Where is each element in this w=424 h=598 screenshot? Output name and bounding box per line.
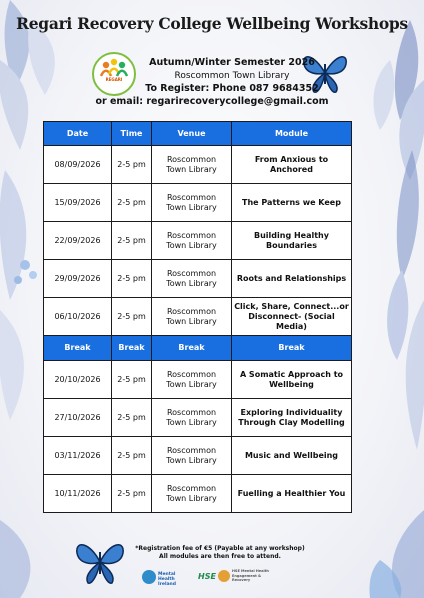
partner-2: HSE bbox=[198, 572, 216, 581]
cell-date: 22/09/2026 bbox=[44, 222, 112, 260]
cell-date: 10/11/2026 bbox=[44, 475, 112, 513]
venue-line-1: Roscommon bbox=[166, 192, 217, 202]
cell-time: 2-5 pm bbox=[112, 361, 152, 399]
cell-time: 2-5 pm bbox=[112, 399, 152, 437]
venue-line-2: Town Library bbox=[166, 278, 217, 288]
table-row bbox=[44, 399, 352, 437]
venue-line-2: Town Library bbox=[166, 164, 217, 174]
break-row bbox=[44, 336, 352, 361]
cell-date: 15/09/2026 bbox=[44, 184, 112, 222]
mhi-logo bbox=[142, 570, 156, 584]
cell-time: 2-5 pm bbox=[112, 298, 152, 336]
cell-date: 06/10/2026 bbox=[44, 298, 112, 336]
table-row bbox=[44, 361, 352, 399]
cell-venue bbox=[152, 399, 232, 437]
cell-venue bbox=[152, 184, 232, 222]
table-row bbox=[44, 222, 352, 260]
break-cell: Break bbox=[232, 336, 352, 361]
venue-line-2: Town Library bbox=[166, 202, 217, 212]
table-row bbox=[44, 146, 352, 184]
venue-line-2: Town Library bbox=[166, 379, 217, 389]
leaf-decoration-right bbox=[372, 150, 424, 450]
venue-line-2: Town Library bbox=[166, 493, 217, 503]
partner-1: Mental Health Ireland bbox=[158, 572, 176, 587]
venue-line-1: Roscommon bbox=[166, 369, 217, 379]
venue-line-2: Town Library bbox=[166, 316, 217, 326]
cell-venue bbox=[152, 222, 232, 260]
table-row bbox=[44, 260, 352, 298]
cell-module: The Patterns we Keep bbox=[232, 184, 352, 222]
break-cell: Break bbox=[112, 336, 152, 361]
fee-line-1: *Registration fee of €5 (Payable at any workshop) bbox=[135, 545, 305, 552]
cell-module: A Somatic Approach to Wellbeing bbox=[232, 361, 352, 399]
table-row bbox=[44, 298, 352, 336]
cell-module: Building Healthy Boundaries bbox=[232, 222, 352, 260]
register-phone: To Register: Phone 087 9684352 bbox=[145, 83, 319, 94]
partner-3-logo bbox=[218, 570, 230, 582]
venue-line-1: Roscommon bbox=[166, 407, 217, 417]
header-module: Module bbox=[232, 122, 352, 146]
venue-line-2: Town Library bbox=[166, 455, 217, 465]
header-venue: Venue bbox=[152, 122, 232, 146]
cell-venue bbox=[152, 146, 232, 184]
register-email: or email: regarirecoverycollege@gmail.com bbox=[95, 96, 329, 107]
cell-date: 03/11/2026 bbox=[44, 437, 112, 475]
cell-venue bbox=[152, 361, 232, 399]
cell-module: Click, Share, Connect...or Disconnect- (Social Media) bbox=[232, 298, 352, 336]
venue-line-1: Roscommon bbox=[166, 445, 217, 455]
cell-module: Music and Wellbeing bbox=[232, 437, 352, 475]
header-time: Time bbox=[112, 122, 152, 146]
partner-logos bbox=[140, 568, 290, 590]
cell-time: 2-5 pm bbox=[112, 184, 152, 222]
page-title: Regari Recovery College Wellbeing Workshops bbox=[16, 14, 408, 33]
venue-line-1: Roscommon bbox=[166, 154, 217, 164]
table-row bbox=[44, 184, 352, 222]
cell-date: 08/09/2026 bbox=[44, 146, 112, 184]
semester-text: Autumn/Winter Semester 2026 bbox=[149, 57, 315, 68]
cell-date: 20/10/2026 bbox=[44, 361, 112, 399]
cell-time: 2-5 pm bbox=[112, 260, 152, 298]
partner-3: HSE Mental Health Engagement & Recovery bbox=[232, 569, 269, 582]
cell-venue bbox=[152, 437, 232, 475]
cell-module: Exploring Individuality Through Clay Modelling bbox=[232, 399, 352, 437]
cell-date: 29/09/2026 bbox=[44, 260, 112, 298]
venue-line-2: Town Library bbox=[166, 417, 217, 427]
cell-venue bbox=[152, 260, 232, 298]
cell-module: Fuelling a Healthier You bbox=[232, 475, 352, 513]
break-cell: Break bbox=[44, 336, 112, 361]
cell-module: From Anxious to Anchored bbox=[232, 146, 352, 184]
fee-line-2: All modules are then free to attend. bbox=[159, 553, 281, 560]
venue-line-2: Town Library bbox=[166, 240, 217, 250]
location-text: Roscommon Town Library bbox=[174, 71, 290, 81]
venue-line-1: Roscommon bbox=[166, 483, 217, 493]
leaf-decoration-left bbox=[0, 170, 45, 420]
logo-text: REGARI bbox=[105, 77, 123, 82]
break-cell: Break bbox=[152, 336, 232, 361]
cell-time: 2-5 pm bbox=[112, 222, 152, 260]
cell-module: Roots and Relationships bbox=[232, 260, 352, 298]
cell-venue bbox=[152, 298, 232, 336]
table-row bbox=[44, 475, 352, 513]
table-header-row bbox=[44, 122, 352, 146]
venue-line-1: Roscommon bbox=[166, 230, 217, 240]
venue-line-1: Roscommon bbox=[166, 306, 217, 316]
cell-time: 2-5 pm bbox=[112, 437, 152, 475]
cell-time: 2-5 pm bbox=[112, 146, 152, 184]
registration-fee-note bbox=[120, 545, 320, 561]
cell-venue bbox=[152, 475, 232, 513]
cell-date: 27/10/2026 bbox=[44, 399, 112, 437]
table-row bbox=[44, 437, 352, 475]
cell-time: 2-5 pm bbox=[112, 475, 152, 513]
header-date: Date bbox=[44, 122, 112, 146]
venue-line-1: Roscommon bbox=[166, 268, 217, 278]
schedule-table bbox=[43, 121, 352, 513]
